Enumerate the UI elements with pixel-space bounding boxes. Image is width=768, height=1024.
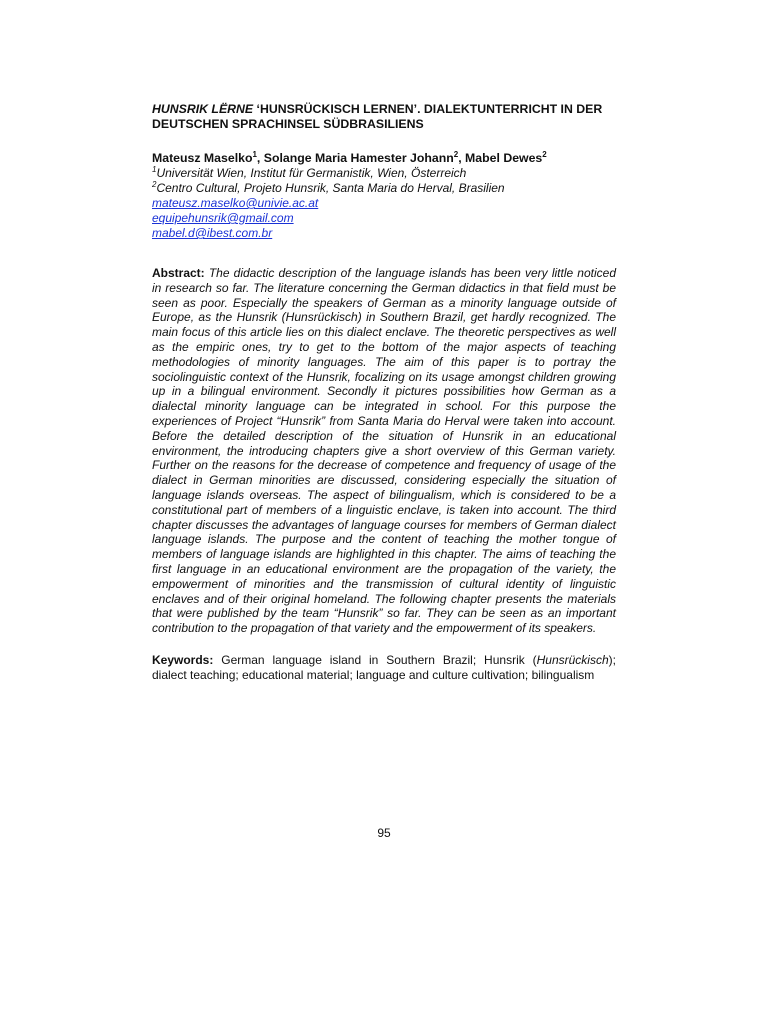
author-list — [152, 151, 616, 166]
email-link[interactable]: mabel.d@ibest.com.br — [152, 226, 273, 240]
affiliation-text: Universität Wien, Institut für Germanistik, Wien, Österreich — [156, 166, 467, 180]
keywords-label: Keywords: — [152, 652, 214, 667]
affiliation-text: Centro Cultural, Projeto Hunsrik, Santa Maria do Herval, Brasilien — [156, 181, 505, 195]
paper-page — [152, 102, 616, 1022]
title-rest: ‘HUNSRÜCKISCH LERNEN’. DIALEKTUNTERRICHT IN DER DEUTSCHEN SPRACHINSEL SÜDBRASILIENS — [152, 102, 603, 131]
affiliation-marker: 2 — [152, 180, 157, 189]
abstract — [152, 266, 616, 636]
page-number: 95 — [377, 826, 391, 840]
affiliation — [152, 166, 616, 181]
keywords-text-part1: German language island in Southern Brazil; Hunsrik ( — [213, 652, 537, 667]
paper-title — [152, 102, 616, 132]
author-name: Mateusz Maselko — [152, 151, 253, 165]
author-separator: , — [458, 151, 466, 165]
author-affiliation-marker: 1 — [252, 149, 257, 159]
email-link[interactable]: mateusz.maselko@univie.ac.at — [152, 196, 319, 210]
email-link[interactable]: equipehunsrik@gmail.com — [152, 211, 294, 225]
keywords — [152, 653, 616, 683]
author-affiliation-marker: 2 — [542, 149, 547, 159]
author-affiliation-marker: 2 — [453, 149, 459, 159]
affiliation-marker: 1 — [152, 165, 157, 174]
author-name: Solange Maria Hamester Johann — [263, 151, 454, 165]
keywords-text-part2: ); dialect teaching; educational material; language and culture cultivation; bilingualism — [152, 652, 616, 682]
title-italic-part: HUNSRIK LËRNE — [152, 102, 254, 116]
abstract-label: Abstract: — [152, 266, 205, 280]
author-name: Mabel Dewes — [465, 151, 543, 165]
author-separator: , — [256, 151, 264, 165]
affiliation — [152, 181, 616, 196]
keywords-italic-term: Hunsrückisch — [536, 652, 609, 667]
abstract-text: The didactic description of the language islands has been very little noticed in research so far. The literature concerning the German didactics in that field must be seen as poor. Especially the speakers of German as a minority language outside of Europe, as the Hunsrik (Hunsrückisch) in Southern Brazil, get hardly recognized. The main focus of this article lies on this dialect enclave. The theoretic perspectives as well as the empiric ones, try to get to the bottom of the major aspects of teaching methodologies of minority languages. The aim of this paper is to portray the sociolinguistic context of the Hunsrik, focalizing on its usage amongst children growing up in a bilingual environment. Secondly it pictures possibilities how German as a dialectal minority language can be integrated in school. For this purpose the experiences of Project “Hunsrik” from Santa Maria do Herval were taken into account. Before the detailed description of the situation of Hunsrik in an educational environment, the introducing chapters give a short overview of this German variety. Further on the reasons for the decrease of competence and frequency of usage of the dialect in German minorities are discussed, considering especially the situation of language islands overseas. The aspect of bilingualism, which is considered to be a constitutional part of members of a linguistic enclave, is taken into account. The third chapter discusses the advantages of language courses for members of German dialect language islands. The purpose and the content of teaching the mother tongue of members of language islands are highlighted in this chapter. The aims of teaching the first language in an educational environment are the propagation of the variety, the empowerment of minorities and the transmission of cultural identity of linguistic enclaves and of their original homeland. The following chapter presents the materials that were published by the team “Hunsrik” so far. They can be seen as an important contribution to the propagation of that variety and the empowerment of its speakers. — [152, 266, 616, 636]
